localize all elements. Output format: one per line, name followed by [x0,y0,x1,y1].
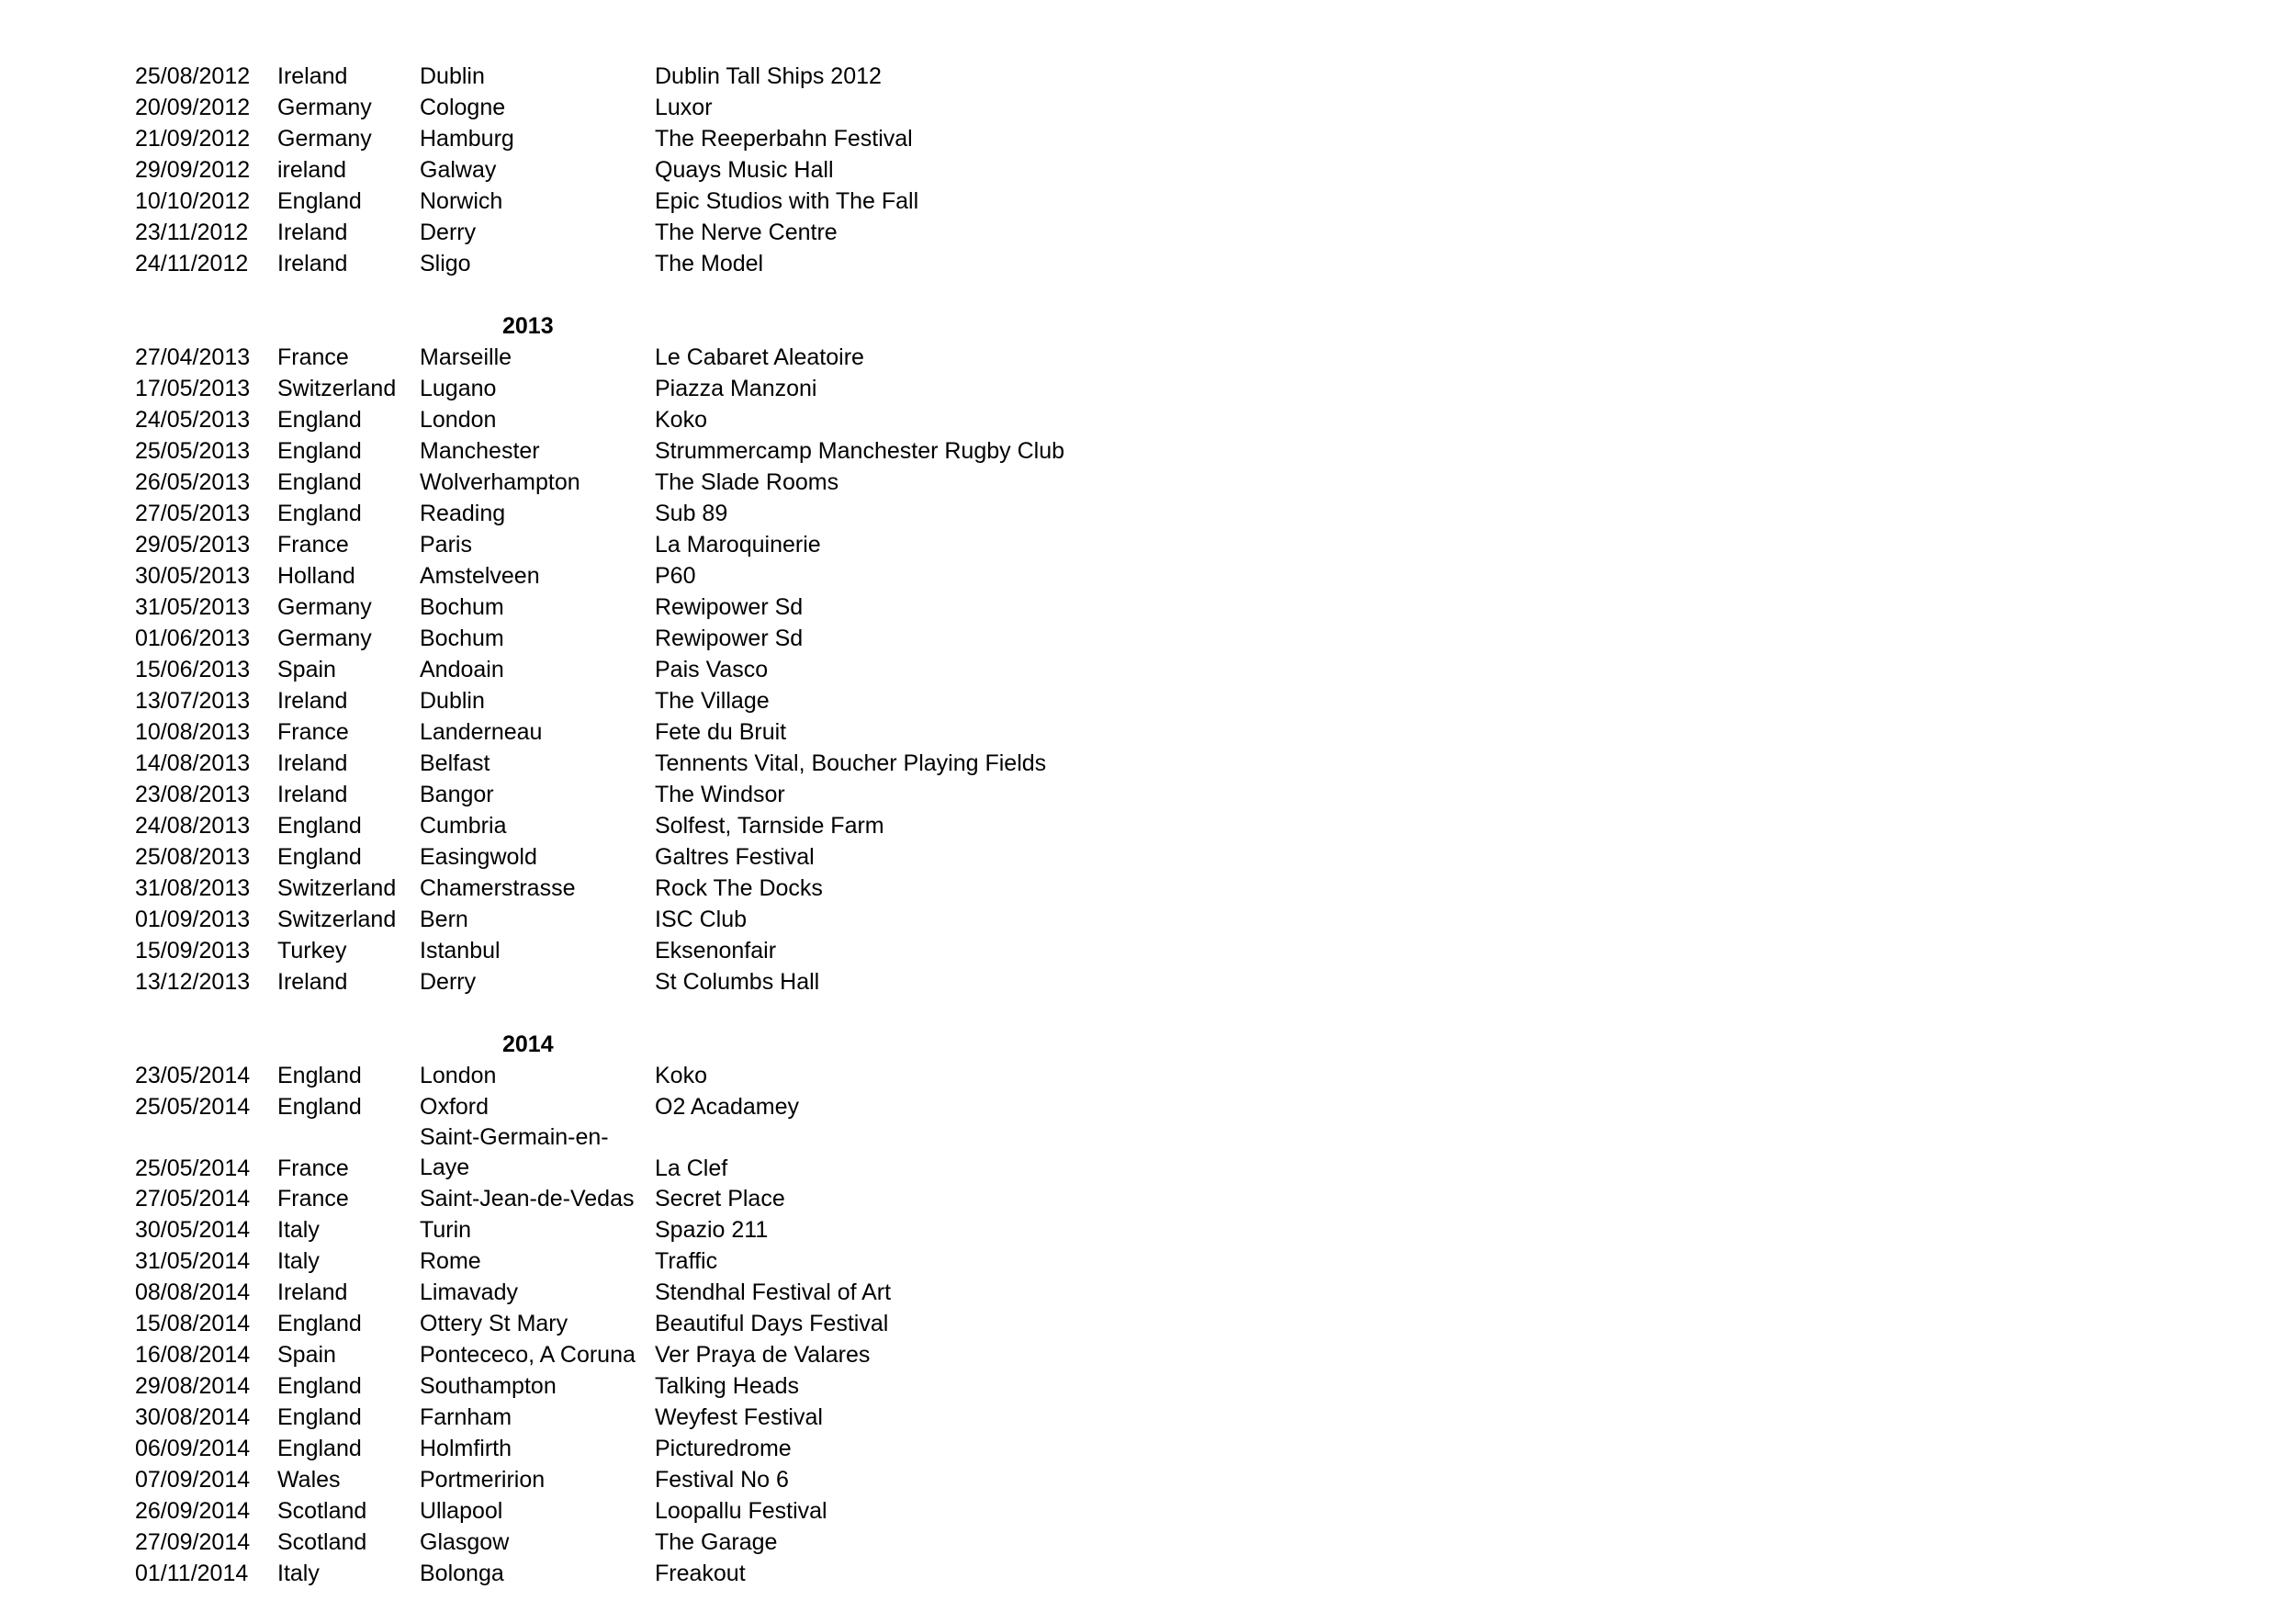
gig-date: 15/06/2013 [135,657,251,682]
gig-city-line-2: Laye [420,1155,470,1180]
gig-country: Ireland [277,750,348,776]
gig-city: Chamerstrasse [420,875,576,901]
gig-country: Scotland [277,1529,367,1555]
gig-date: 27/04/2013 [135,344,251,370]
gig-city: Manchester [420,438,540,464]
gig-country: Italy [277,1248,320,1274]
gig-country: Switzerland [277,907,397,932]
gig-list-document [135,61,1237,1589]
gig-row [135,1277,1237,1308]
gig-row [135,404,1237,435]
gig-country: France [277,1186,349,1212]
gig-city: Amstelveen [420,563,540,589]
gig-city: Bern [420,907,468,932]
gig-venue: Stendhal Festival of Art [655,1279,892,1305]
gig-country: ireland [277,157,347,183]
gig-city: Limavady [420,1279,518,1305]
gig-country: Ireland [277,63,348,89]
gig-venue: The Windsor [655,782,785,807]
gig-date: 29/08/2014 [135,1373,251,1399]
gig-row [135,248,1237,279]
gig-venue: Eksenonfair [655,938,777,964]
gig-city: Hamburg [420,126,514,152]
gig-date: 24/05/2013 [135,407,251,433]
gig-row [135,841,1237,873]
gig-venue: Picturedrome [655,1436,792,1461]
year-heading-label: 2013 [502,313,554,339]
gig-city: Glasgow [420,1529,510,1555]
gig-country: England [277,1436,362,1461]
gig-venue: Weyfest Festival [655,1404,823,1430]
gig-date: 30/05/2013 [135,563,251,589]
gig-venue: The Nerve Centre [655,220,838,245]
gig-venue: P60 [655,563,696,589]
gig-row [135,1183,1237,1214]
gig-city: Dublin [420,688,485,714]
gig-venue: O2 Acadamey [655,1094,800,1120]
gig-city: Andoain [420,657,504,682]
gig-city: Istanbul [420,938,501,964]
gig-date: 25/08/2012 [135,63,251,89]
gig-country: Germany [277,626,372,651]
gig-row [135,1060,1237,1091]
gig-country: Switzerland [277,376,397,401]
gig-date: 10/10/2012 [135,188,251,214]
gig-country: England [277,1063,362,1088]
gig-city: Wolverhampton [420,469,580,495]
gig-date: 21/09/2012 [135,126,251,152]
gig-country: Italy [277,1561,320,1586]
gig-city: Easingwold [420,844,537,870]
gig-row [135,154,1237,186]
gig-date: 23/08/2013 [135,782,251,807]
gig-row [135,92,1237,123]
section-spacer [135,279,1237,310]
year-heading [135,310,1237,342]
gig-row [135,810,1237,841]
gig-country: England [277,1311,362,1336]
gig-city-line-1: Saint-Germain-en- [420,1124,609,1150]
gig-row [135,1464,1237,1495]
gig-country: Germany [277,594,372,620]
gig-row [135,1122,1237,1183]
gig-city: Bochum [420,626,504,651]
gig-date: 25/08/2013 [135,844,251,870]
gig-city: Derry [420,969,477,995]
gig-city: London [420,407,497,433]
gig-row [135,1495,1237,1527]
gig-country: Switzerland [277,875,397,901]
gig-city: Landerneau [420,719,543,745]
gig-country: Ireland [277,688,348,714]
gig-country: Germany [277,126,372,152]
gig-date: 29/05/2013 [135,532,251,558]
gig-row [135,904,1237,935]
gig-row [135,623,1237,654]
gig-city: Ottery St Mary [420,1311,568,1336]
gig-date: 01/11/2014 [135,1561,249,1586]
gig-venue: Solfest, Tarnside Farm [655,813,884,839]
gig-row [135,716,1237,748]
gig-country: England [277,1094,362,1120]
gig-country: Germany [277,95,372,120]
gig-venue: Festival No 6 [655,1467,789,1493]
gig-venue: Strummercamp Manchester Rugby Club [655,438,1064,464]
gig-country: Ireland [277,969,348,995]
gig-row [135,1245,1237,1277]
gig-city: Galway [420,157,497,183]
gig-row [135,685,1237,716]
gig-venue: Epic Studios with The Fall [655,188,919,214]
gig-date: 14/08/2013 [135,750,251,776]
gig-country: Ireland [277,782,348,807]
gig-venue: Koko [655,407,707,433]
gig-venue: Galtres Festival [655,844,815,870]
gig-date: 23/11/2012 [135,220,249,245]
gig-country: Spain [277,1342,336,1368]
gig-city: Bangor [420,782,494,807]
gig-city: Saint-Jean-de-Vedas [420,1186,635,1212]
gig-row [135,186,1237,217]
gig-city: Cologne [420,95,506,120]
gig-venue: The Village [655,688,770,714]
gig-row [135,873,1237,904]
gig-country: Wales [277,1467,341,1493]
gig-date: 29/09/2012 [135,157,251,183]
gig-country: Scotland [277,1498,367,1524]
gig-row [135,61,1237,92]
gig-venue: The Reeperbahn Festival [655,126,913,152]
gig-row [135,1214,1237,1245]
gig-venue: Dublin Tall Ships 2012 [655,63,882,89]
gig-date: 06/09/2014 [135,1436,251,1461]
gig-country: Ireland [277,1279,348,1305]
gig-city: Derry [420,220,477,245]
gig-venue: Sub 89 [655,501,728,526]
gig-venue: Talking Heads [655,1373,800,1399]
gig-city: Ullapool [420,1498,503,1524]
gig-date: 01/06/2013 [135,626,251,651]
gig-row [135,529,1237,560]
gig-city: Norwich [420,188,503,214]
gig-country: Holland [277,563,355,589]
gig-venue: The Model [655,251,764,276]
gig-row [135,779,1237,810]
gig-country: England [277,844,362,870]
gig-venue: The Garage [655,1529,778,1555]
gig-date: 08/08/2014 [135,1279,251,1305]
gig-row [135,435,1237,467]
gig-country: England [277,407,362,433]
year-heading-label: 2014 [502,1031,554,1057]
gig-row [135,935,1237,966]
gig-country: France [277,532,349,558]
gig-venue: Pais Vasco [655,657,769,682]
gig-country: England [277,813,362,839]
gig-date: 16/08/2014 [135,1342,251,1368]
gig-city: Farnham [420,1404,512,1430]
gig-city: Sligo [420,251,471,276]
gig-country: France [277,1155,349,1181]
gig-row [135,1370,1237,1402]
gig-row [135,467,1237,498]
gig-country: England [277,501,362,526]
gig-city: Holmfirth [420,1436,512,1461]
gig-country: Italy [277,1217,320,1243]
gig-row [135,217,1237,248]
gig-city: Reading [420,501,506,526]
gig-city: Lugano [420,376,497,401]
gig-city: Bochum [420,594,504,620]
gig-date: 30/08/2014 [135,1404,251,1430]
gig-row [135,654,1237,685]
gig-date: 25/05/2014 [135,1155,251,1181]
gig-row [135,498,1237,529]
gig-country: England [277,469,362,495]
gig-date: 31/05/2013 [135,594,251,620]
gig-venue: La Maroquinerie [655,532,821,558]
gig-venue: La Clef [655,1155,728,1181]
gig-venue: Koko [655,1063,707,1088]
gig-city: Rome [420,1248,481,1274]
gig-row [135,1558,1237,1589]
gig-city: Belfast [420,750,490,776]
gig-date: 20/09/2012 [135,95,251,120]
gig-row [135,560,1237,592]
gig-row [135,592,1237,623]
gig-venue: Fete du Bruit [655,719,787,745]
gig-venue: Rewipower Sd [655,594,804,620]
gig-venue: Piazza Manzoni [655,376,817,401]
gig-date: 17/05/2013 [135,376,251,401]
gig-venue: Rock The Docks [655,875,823,901]
gig-row [135,1402,1237,1433]
gig-date: 31/08/2013 [135,875,251,901]
year-heading [135,1029,1237,1060]
gig-city: Bolonga [420,1561,504,1586]
gig-venue: Rewipower Sd [655,626,804,651]
gig-country: Turkey [277,938,347,964]
gig-row [135,342,1237,373]
gig-row [135,373,1237,404]
gig-venue: Le Cabaret Aleatoire [655,344,864,370]
gig-country: Ireland [277,220,348,245]
gig-city: Pontececo, A Coruna [420,1342,636,1368]
gig-city: Paris [420,532,472,558]
gig-venue: St Columbs Hall [655,969,820,995]
gig-country: France [277,344,349,370]
gig-row [135,966,1237,997]
gig-date: 24/11/2012 [135,251,249,276]
gig-date: 23/05/2014 [135,1063,251,1088]
gig-row [135,1308,1237,1339]
gig-date: 10/08/2013 [135,719,251,745]
gig-date: 26/09/2014 [135,1498,251,1524]
gig-row [135,1091,1237,1122]
gig-venue: Beautiful Days Festival [655,1311,889,1336]
gig-city: Turin [420,1217,472,1243]
gig-row [135,1339,1237,1370]
gig-city: Oxford [420,1094,490,1120]
gig-country: England [277,438,362,464]
gig-date: 15/09/2013 [135,938,251,964]
gig-venue: Freakout [655,1561,746,1586]
gig-date: 13/07/2013 [135,688,251,714]
gig-city: Southampton [420,1373,557,1399]
gig-date: 15/08/2014 [135,1311,251,1336]
gig-date: 30/05/2014 [135,1217,251,1243]
gig-venue: Traffic [655,1248,718,1274]
gig-date: 24/08/2013 [135,813,251,839]
gig-venue: Spazio 211 [655,1217,769,1243]
gig-date: 27/09/2014 [135,1529,251,1555]
gig-row [135,748,1237,779]
gig-date: 25/05/2014 [135,1094,251,1120]
gig-city: Portmeririon [420,1467,546,1493]
gig-country: Ireland [277,251,348,276]
gig-venue: ISC Club [655,907,748,932]
gig-city: Cumbria [420,813,507,839]
gig-date: 01/09/2013 [135,907,251,932]
gig-date: 07/09/2014 [135,1467,251,1493]
gig-date: 27/05/2013 [135,501,251,526]
gig-venue: Loopallu Festival [655,1498,827,1524]
gig-city: London [420,1063,497,1088]
section-spacer [135,997,1237,1029]
gig-city [420,1122,609,1183]
gig-venue: Ver Praya de Valares [655,1342,871,1368]
gig-city: Dublin [420,63,485,89]
gig-date: 31/05/2014 [135,1248,251,1274]
gig-country: France [277,719,349,745]
gig-row [135,1527,1237,1558]
gig-city: Marseille [420,344,512,370]
gig-venue: The Slade Rooms [655,469,839,495]
gig-venue: Secret Place [655,1186,785,1212]
gig-date: 13/12/2013 [135,969,251,995]
gig-row [135,123,1237,154]
gig-country: England [277,188,362,214]
gig-date: 27/05/2014 [135,1186,251,1212]
gig-country: England [277,1404,362,1430]
gig-country: Spain [277,657,336,682]
gig-row [135,1433,1237,1464]
gig-venue: Luxor [655,95,713,120]
gig-venue: Tennents Vital, Boucher Playing Fields [655,750,1047,776]
gig-date: 26/05/2013 [135,469,251,495]
gig-country: England [277,1373,362,1399]
gig-date: 25/05/2013 [135,438,251,464]
gig-venue: Quays Music Hall [655,157,834,183]
